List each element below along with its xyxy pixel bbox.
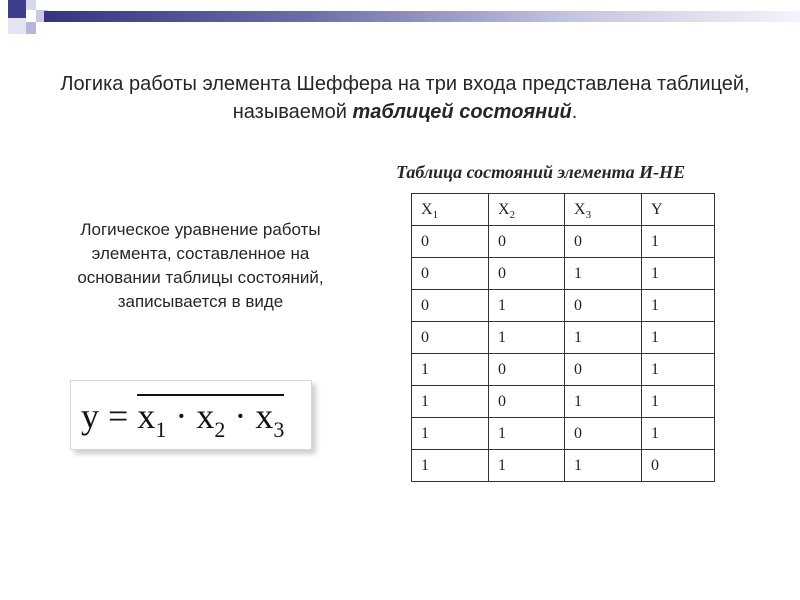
decor-square xyxy=(8,18,26,34)
table-caption: Таблица состояний элемента И-НЕ xyxy=(396,162,686,182)
formula-var-x3: $x_3$ xyxy=(255,396,285,442)
formula-box xyxy=(70,380,312,450)
table-cell: 1 xyxy=(412,354,489,386)
table-cell: 1 xyxy=(642,226,715,258)
formula-var-x1: $x_1$ xyxy=(137,396,167,442)
header-gradient-bar xyxy=(44,11,800,22)
decor-square xyxy=(8,0,26,18)
table-row xyxy=(412,450,715,482)
table-row xyxy=(412,418,715,450)
table-header-row xyxy=(412,194,715,226)
table-row xyxy=(412,354,715,386)
slide-title xyxy=(60,70,750,126)
title-emphasis: таблицей состояний xyxy=(352,101,572,123)
table-cell: 1 xyxy=(565,322,642,354)
table-cell: 0 xyxy=(412,226,489,258)
table-cell: 1 xyxy=(565,258,642,290)
table-cell: 0 xyxy=(642,450,715,482)
table-cell: 0 xyxy=(489,226,565,258)
table-cell: 1 xyxy=(489,290,565,322)
table-cell: 1 xyxy=(642,386,715,418)
table-cell: 0 xyxy=(565,226,642,258)
title-end: . xyxy=(571,101,578,123)
table-row xyxy=(412,258,715,290)
header-cell: $X_1$ xyxy=(412,194,489,226)
table-cell: 0 xyxy=(489,258,565,290)
decor-square xyxy=(26,22,36,34)
table-cell: 0 xyxy=(565,418,642,450)
header-cell: Y xyxy=(642,194,715,226)
formula xyxy=(81,393,284,443)
truth-table xyxy=(411,193,715,482)
table-row xyxy=(412,322,715,354)
table-cell: 0 xyxy=(489,354,565,386)
table-cell: 0 xyxy=(489,386,565,418)
table-cell: 1 xyxy=(642,354,715,386)
table-cell: 1 xyxy=(489,418,565,450)
table-cell: 0 xyxy=(565,290,642,322)
table-cell: 1 xyxy=(412,386,489,418)
table-cell: 1 xyxy=(642,322,715,354)
decor-square xyxy=(26,0,36,10)
table-cell: 1 xyxy=(412,450,489,482)
header-cell: $X_2$ xyxy=(489,194,565,226)
header-cell: $X_3$ xyxy=(565,194,642,226)
formula-equals: = xyxy=(108,396,129,436)
table-cell: 1 xyxy=(642,290,715,322)
table-cell: 0 xyxy=(412,322,489,354)
formula-var-x2: $x_2$ xyxy=(196,396,226,442)
formula-dot: · xyxy=(234,396,247,436)
table-cell: 1 xyxy=(642,418,715,450)
table-cell: 1 xyxy=(565,450,642,482)
equation-description: Логическое уравнение работы элемента, составленное на основании таблицы состояний, записывается в виде xyxy=(77,220,324,311)
title-text: Логика работы элемента Шеффера на три входа представлена таблицей, называемой xyxy=(60,73,750,123)
table-cell: 1 xyxy=(489,322,565,354)
table-cell: 1 xyxy=(565,386,642,418)
table-cell: 0 xyxy=(412,258,489,290)
table-cell: 1 xyxy=(489,450,565,482)
table-cell: 0 xyxy=(412,290,489,322)
formula-dot: · xyxy=(175,396,188,436)
formula-lhs: y xyxy=(81,396,99,436)
table-row xyxy=(412,226,715,258)
table-cell: 0 xyxy=(565,354,642,386)
table-cell: 1 xyxy=(642,258,715,290)
table-cell: 1 xyxy=(412,418,489,450)
table-row xyxy=(412,290,715,322)
formula-rhs xyxy=(137,394,284,441)
table-row xyxy=(412,386,715,418)
